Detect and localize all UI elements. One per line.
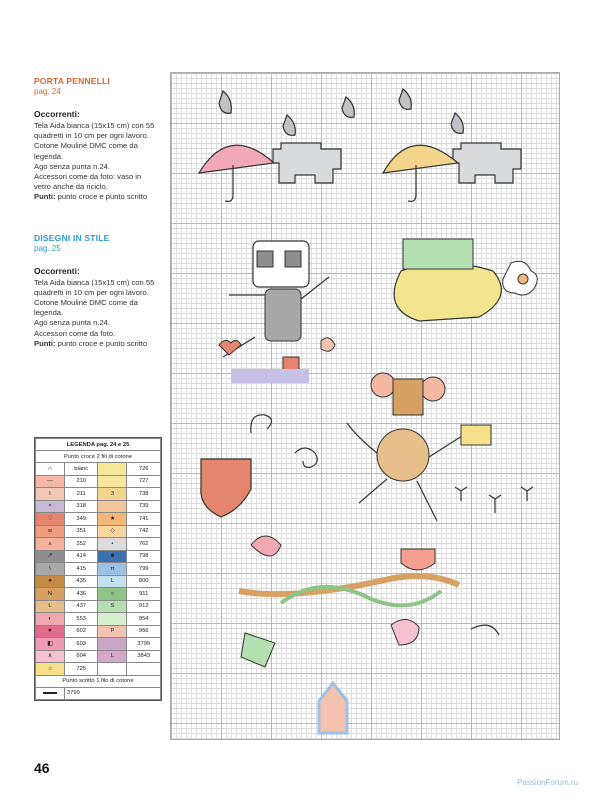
color-legend [34,437,162,701]
legend-symbol: • [98,538,127,551]
materials-line: legenda. [34,308,64,318]
legend-symbol: ʌ [36,538,65,551]
legend-row [36,663,161,676]
materials-line: Tela Aida bianca (15x15 cm) con 55 [34,277,155,287]
backstitch-color-number: 3799 [64,687,160,700]
legend-color-number: 726 [127,463,161,476]
legend-symbol: ☆ [36,663,65,676]
legend-color-number: 437 [64,600,98,613]
legend-color-number [127,663,161,676]
materials-line: Accessori come da foto. [34,328,116,338]
legend-row [36,513,161,526]
legend-row [36,538,161,551]
legend-row [36,613,161,626]
chart-artwork [171,73,561,741]
legend-symbol: ● [36,575,65,588]
legend-row [36,625,161,638]
legend-symbol: ♡ [36,513,65,526]
legend-title: LEGENDA pag. 24 e 25 [36,439,161,451]
materials-line: quadretti in 10 cm per ogni lavoro. [34,131,149,141]
legend-color-number: 911 [127,588,161,601]
legend-symbol: π [98,563,127,576]
section-title: PORTA PENNELLI [34,76,110,86]
legend-row [36,650,161,663]
legend-color-number: blanc [64,463,98,476]
legend-symbol: L [36,600,65,613]
legend-symbol: L [98,650,127,663]
legend-color-number: 739 [127,500,161,513]
materials-line: Cotone Mouliné DMC come da [34,298,138,308]
legend-symbol [98,638,127,651]
section-disegni-in-stile [34,233,160,349]
legend-row [36,638,161,651]
pink-umbrella-motif [199,145,274,201]
mouse-motif [347,373,491,521]
legend-color-number: 602 [64,625,98,638]
legend-symbol: I [36,488,65,501]
section-porta-pennelli [34,76,160,203]
legend-symbol [98,613,127,626]
legend-color-number: 727 [127,475,161,488]
punti-line [34,192,160,202]
raindrop-icons [219,89,463,135]
legend-color-number: 351 [64,525,98,538]
legend-color-number: 210 [64,475,98,488]
legend-color-number: 435 [64,575,98,588]
legend-color-number: 604 [64,650,98,663]
legend-color-number: 318 [64,500,98,513]
legend-subtitle: Punto croce 2 fili di cotone [36,451,161,463]
swirl-motif [295,448,317,467]
legend-symbol: ↗ [36,550,65,563]
legend-row [36,500,161,513]
punti-label: Punti: [34,338,56,348]
panda-motif [219,241,335,383]
flower-tree-motif [239,536,499,733]
legend-symbol: L [98,575,127,588]
materials-text [34,278,160,349]
legend-symbol: ○ [98,588,127,601]
occorrenti-heading: Occorrenti: [34,265,80,276]
legend-color-number: 799 [127,563,161,576]
occorrenti-heading: Occorrenti: [34,109,80,119]
legend-color-number: 211 [64,488,98,501]
legend-color-number: 725 [64,663,98,676]
legend-color-number: 956 [127,625,161,638]
legend-color-number: 741 [127,513,161,526]
legend-row [36,600,161,613]
legend-color-number: 3799 [127,638,161,651]
legend-symbol: N [36,588,65,601]
materials-line: legenda. [34,151,64,161]
section-page: pag. 24 [34,87,61,96]
legend-symbol: — [36,475,65,488]
legend-symbol: ◇ [98,525,127,538]
legend-row [36,488,161,501]
legend-symbol: P [98,625,127,638]
backstitch-line-icon [36,687,65,700]
legend-symbol [98,663,127,676]
legend-color-number: 798 [127,550,161,563]
watermark: PassionForum.ru [517,778,578,787]
materials-line: vetro anche da riciclo. [34,182,108,192]
materials-line: Accessori come da foto: vaso in [34,172,142,182]
legend-color-number: 954 [127,613,161,626]
frog-lilypad-motif [394,239,537,321]
legend-color-number: 912 [127,600,161,613]
legend-symbol: ∩ [36,463,65,476]
section-page: pag. 25 [34,243,61,253]
punti-text: punto croce e punto scritto [55,338,148,348]
legend-table [35,438,161,700]
legend-symbol: ◧ [36,638,65,651]
legend-color-number: 738 [127,488,161,501]
legend-row [36,525,161,538]
yellow-umbrella-motif [383,145,458,201]
punti-line [34,339,160,349]
materials-line: Tela Aida bianca (15x15 cm) con 55 [34,121,155,130]
legend-footer-title: Punto scritto 1 filo di cotone [36,675,161,687]
materials-line: Ago senza punta n.24. [34,161,110,171]
materials-line: quadretti in 10 cm per ogni lavoro. [34,287,149,297]
legend-color-number: 415 [64,563,98,576]
section-title: DISEGNI IN STILE [34,232,110,243]
legend-symbol: ∧ [36,650,65,663]
legend-symbol: 3 [98,488,127,501]
legend-symbol: w [36,525,65,538]
materials-line: Cotone Mouliné DMC come da [34,141,138,151]
legend-row [36,463,161,476]
cross-stitch-chart [170,72,560,740]
legend-symbol: ■ [98,550,127,563]
legend-symbol: ★ [98,513,127,526]
legend-color-number: 436 [64,588,98,601]
legend-symbol: ♥ [36,625,65,638]
legend-symbol: × [36,500,65,513]
legend-row [36,550,161,563]
legend-symbol: ◐ [36,613,65,626]
legend-color-number: 3843 [127,650,161,663]
legend-symbol [98,475,127,488]
legend-symbol [98,500,127,513]
legend-symbol: S [98,600,127,613]
legend-color-number: 352 [64,538,98,551]
legend-row [36,475,161,488]
strawberry-motif [201,415,272,517]
punti-label: Punti: [34,192,56,202]
legend-color-number: 414 [64,550,98,563]
legend-symbol: \ [36,563,65,576]
legend-color-number: 742 [127,525,161,538]
legend-symbol [98,463,127,476]
legend-color-number: 800 [127,575,161,588]
sprout-motifs [455,487,533,513]
legend-row [36,575,161,588]
page-number: 46 [34,760,50,776]
legend-color-number: 762 [127,538,161,551]
legend-color-number: 603 [64,638,98,651]
materials-text [34,121,160,203]
punti-text: punto croce e punto scritto [55,192,148,202]
legend-color-number: 349 [64,513,98,526]
legend-color-number: 553 [64,613,98,626]
materials-line: Ago senza punta n.24. [34,318,110,328]
legend-row [36,563,161,576]
left-column [34,76,160,349]
legend-row [36,588,161,601]
